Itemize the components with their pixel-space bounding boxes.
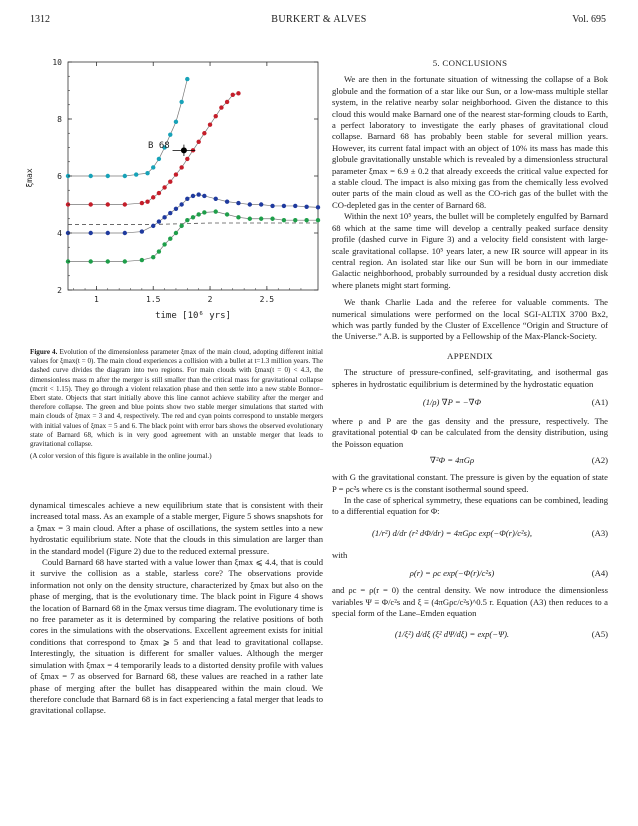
y-tick-label: 10: [52, 58, 62, 67]
y-tick-label: 8: [57, 115, 62, 124]
appendix-paragraph-2: where ρ and P are the gas density and the pressure, respectively. The gravitational potential Φ can be calculated from the density distribution, using the Poisson equation: [332, 415, 608, 449]
data-point: [106, 202, 110, 206]
equation-a2: [332, 450, 608, 472]
data-point: [196, 212, 200, 216]
data-point: [89, 174, 93, 178]
data-point: [89, 231, 93, 235]
data-point: [225, 100, 229, 104]
data-point: [140, 229, 144, 233]
appendix-heading: APPENDIX: [447, 350, 493, 361]
data-point: [304, 205, 308, 209]
data-point: [179, 165, 183, 169]
page-number: 1312: [30, 14, 50, 25]
data-point: [236, 201, 240, 205]
y-tick-label: 2: [57, 286, 62, 295]
equation-a4-body: ρ(r) = ρc exp(−Φ(r)/c²s): [409, 567, 495, 578]
caption-label: Figure 4.: [30, 348, 58, 356]
data-point: [162, 185, 166, 189]
data-point: [157, 191, 161, 195]
data-point: [151, 224, 155, 228]
appendix-paragraph-3: with G the gravitational constant. The pressure is given by the equation of state P = ρc²s where cs is the constant isothermal sound speed.: [332, 472, 608, 494]
data-point: [179, 224, 183, 228]
data-point: [162, 215, 166, 219]
data-point: [236, 91, 240, 95]
data-point: [106, 174, 110, 178]
data-point: [191, 215, 195, 219]
x-tick-label: 2.5: [259, 295, 275, 304]
equation-a2-number: (A2): [591, 455, 608, 466]
data-point: [123, 174, 127, 178]
data-point: [225, 212, 229, 216]
right-column: [332, 56, 608, 649]
online-note: (A color version of this figure is available in the online journal.): [30, 452, 212, 461]
data-point: [106, 259, 110, 263]
equation-a3-body: (1/r²) d/dr (r² dΦ/dr) = 4πGρc exp(−Φ(r)/c²s),: [372, 528, 532, 539]
data-point: [145, 171, 149, 175]
x-tick-label: 2: [207, 295, 213, 304]
data-point: [196, 192, 200, 196]
conclusions-heading: 5. CONCLUSIONS: [432, 58, 508, 68]
equation-a3-number: (A3): [591, 528, 608, 539]
data-point: [185, 157, 189, 161]
equation-a1: [332, 390, 608, 416]
x-tick-label: 1: [93, 295, 99, 304]
data-point: [157, 249, 161, 253]
data-point: [225, 199, 229, 203]
equation-a1-body: (1/ρ) ∇P = −∇Φ: [422, 397, 482, 408]
data-point: [316, 218, 320, 222]
series-4: [66, 77, 190, 178]
data-point: [214, 197, 218, 201]
data-point: [196, 140, 200, 144]
data-point: [304, 218, 308, 222]
data-point: [89, 259, 93, 263]
data-point: [259, 217, 263, 221]
equation-a4: [332, 561, 608, 585]
data-point: [259, 202, 263, 206]
equation-a1-number: (A1): [591, 397, 608, 408]
data-point: [248, 217, 252, 221]
data-point: [179, 202, 183, 206]
data-point: [248, 202, 252, 206]
y-tick-label: 4: [57, 229, 62, 238]
equation-a5-body: (1/ξ²) d/dξ (ξ² dΨ/dξ) = exp(−Ψ).: [394, 628, 510, 639]
figure-caption: [30, 348, 323, 461]
series-line: [68, 79, 187, 176]
data-point: [282, 204, 286, 208]
data-point: [231, 93, 235, 97]
data-point: [106, 231, 110, 235]
data-point: [293, 204, 297, 208]
volume-label: Vol. 695: [572, 14, 606, 25]
data-point: [157, 157, 161, 161]
data-point: [174, 207, 178, 211]
data-point: [202, 210, 206, 214]
data-point: [185, 77, 189, 81]
data-point: [179, 100, 183, 104]
b68-point: [181, 147, 187, 153]
data-point: [174, 120, 178, 124]
data-point: [123, 259, 127, 263]
annotation-b68: B 68: [148, 141, 170, 151]
conclusions-paragraph-1: We are then in the fortunate situation of witnessing the collapse of a Bok globule and the formation of a star like our Sun, or a low-mass multiple stellar system, in the relative nearby solar neighborhood. Given the distance to this cloud this would make Barnard one of the nearest star-forming clouds to Earth, a perfect laboratory to investigate the early phases of gravitational cloud collapse. Barnard 68 has probably been stable for several million years. However, its current fatal impact with an object of 10% its mass has made this globule gravitationally unstable which is revealed by a dimensionless structural parameter ξmax = 6.9 ± 0.2 that already exceeds the critical value expected for a stable cloud. The impact is also mixing gas from the chemically less evolved outer parts of the main cloud as well as the CO-rich gas of the bullet with the CO-depleted gas in the center of Barnard 68.: [332, 74, 608, 210]
series-1: [66, 209, 320, 263]
data-point: [174, 231, 178, 235]
data-point: [202, 194, 206, 198]
data-point: [293, 218, 297, 222]
appendix-paragraph-1: The structure of pressure-confined, self-gravitating, and isothermal gas spheres in hydrostatic equilibrium is determined by the hydrostatic equation: [332, 367, 608, 389]
data-point: [282, 218, 286, 222]
data-point: [151, 165, 155, 169]
data-point: [168, 132, 172, 136]
conclusions-paragraph-2: Within the next 10⁵ years, the bullet will be completely engulfed by Barnard 68 which at the same time will develop a centrally peaked surface density profile (dashed curve in Figure 3) and a velocity field consistent with large-scale gravitational collapse. 10⁵ years later, a new IR source will appear in its central region. An isolated star like our Sun will be born in our immediate Galactic neighborhood, probably surrounded by a residual dusty accretion disk where planets might start forming.: [332, 211, 608, 290]
data-point: [123, 202, 127, 206]
data-point: [316, 205, 320, 209]
left-paragraph-2: Could Barnard 68 have started with a value lower than ξmax ⩽ 4.4, that is could it survive the collision as a stable, starless core? The observations provide information not only on the density structure, characterized by ξmax but also on the phase of merging, that is the evolutionary time. The black point in Figure 4 shows the location of Barnard 68 in the ξmax versus time diagram. The evolutionary time is no free parameter as it is determined by comparing the relative positions of both cores in the simulations with the observations. Excellent agreement exists for initial conditions that correspond to ξmax ⩾ 5 and that lead to gravitational collapse. Interestingly, the situation is different for smaller values. Although the merger simulation with ξmax = 4 temporarily leads to a distorted density profile with values of ξmax = 7 as observed for Barnard 68, these values are reached in a rather late phase of merging after the bullet has disappeared within the main cloud. We therefore conclude that Barnard 68 is in fact experiencing a fatal merger that leads to gravitational collapse.: [30, 557, 323, 716]
data-point: [214, 114, 218, 118]
data-point: [236, 215, 240, 219]
data-point: [89, 202, 93, 206]
equation-a5: [332, 619, 608, 649]
data-point: [214, 209, 218, 213]
acknowledgments: We thank Charlie Lada and the referee for valuable comments. The numerical simulations were performed on the local SGI-ALTIX 3700 Bx2, which was partly funded by the Cluster of Excellence “Origin and Structure of the Universe.” A.B. is supported by a Fellowship of the Max-Planck-Society.: [332, 297, 608, 342]
data-point: [208, 123, 212, 127]
data-point: [162, 242, 166, 246]
data-point: [174, 172, 178, 176]
data-point: [185, 197, 189, 201]
equation-a3: [332, 518, 608, 550]
equation-a5-number: (A5): [591, 628, 608, 639]
data-point: [191, 194, 195, 198]
series-line: [68, 195, 318, 233]
data-point: [145, 199, 149, 203]
appendix-paragraph-4: In the case of spherical symmetry, these equations can be combined, leading to a differential equation for Φ:: [332, 495, 608, 517]
data-point: [168, 237, 172, 241]
data-point: [134, 172, 138, 176]
data-point: [157, 219, 161, 223]
y-axis-label: ξmax: [25, 168, 34, 188]
data-point: [151, 195, 155, 199]
y-tick-label: 6: [57, 172, 62, 181]
x-axis-label: time [10⁶ yrs]: [155, 311, 231, 321]
left-column: [30, 500, 323, 717]
series-2: [66, 192, 320, 235]
running-head: BURKERT & ALVES: [271, 14, 367, 25]
x-tick-label: 1.5: [146, 295, 161, 304]
data-point: [168, 180, 172, 184]
dashed-divider-line: [68, 223, 318, 224]
data-point: [140, 201, 144, 205]
appendix-paragraph-5: and ρc = ρ(r = 0) the central density. We now introduce the dimensionless variables Ψ ≡ Φ/c²s and ξ ≡ (4πGρc/c²s)^0.5 r. Equation (A3) then reduces to a special form of the Lane–Emden equation: [332, 585, 608, 619]
data-point: [168, 211, 172, 215]
data-point: [270, 217, 274, 221]
data-point: [151, 255, 155, 259]
figure-4-chart: [22, 52, 322, 322]
left-paragraph-1: dynamical timescales achieve a new equilibrium state that is consistent with their increased total mass. As an example of a stable merger, Figure 5 shows snapshots for a ξmax = 3 main cloud. After a phase of oscillations, the system settles into a new hydrostatic equilibrium state. Note that the clouds in this simulation are larger than in the standard model (Figure 2) due to the reduced external pressure.: [30, 500, 323, 556]
with-label: with: [332, 549, 348, 560]
data-point: [270, 204, 274, 208]
data-point: [185, 218, 189, 222]
data-point: [202, 131, 206, 135]
equation-a2-body: ∇²Φ = 4πGρ: [429, 455, 475, 466]
data-point: [140, 258, 144, 262]
data-point: [123, 231, 127, 235]
data-point: [219, 105, 223, 109]
caption-text: Evolution of the dimensionless parameter ξmax of the main cloud, adopting different initial values for ξmax(t = 0). The main cloud experiences a collision with a bullet at t=1.3 million years. The dashed curve divides the diagram into two regions. For main clouds with ξmax(t = 0) < 4.3, the dimensionless mass m after the merger is still smaller than the critical mass for gravitational collapse (mcrit < 1.15). They go through a violent relaxation phase and then settle into a new stable Bonnor–Ebert state. Objects that start initially above this line cannot achieve stability after the merger and therefore collapse. The green and blue points show two stable merger simulations that started with main clouds of ξmax = 3 and 4, respectively. The red and cyan points correspond to unstable mergers with initial values of ξmax = 5 and 6. The black point with error bars shows the observed evolutionary state of Barnard 68, which is in very good agreement with an unstable merger that leads to gravitational collapse.: [30, 348, 323, 449]
equation-a4-number: (A4): [591, 567, 608, 578]
